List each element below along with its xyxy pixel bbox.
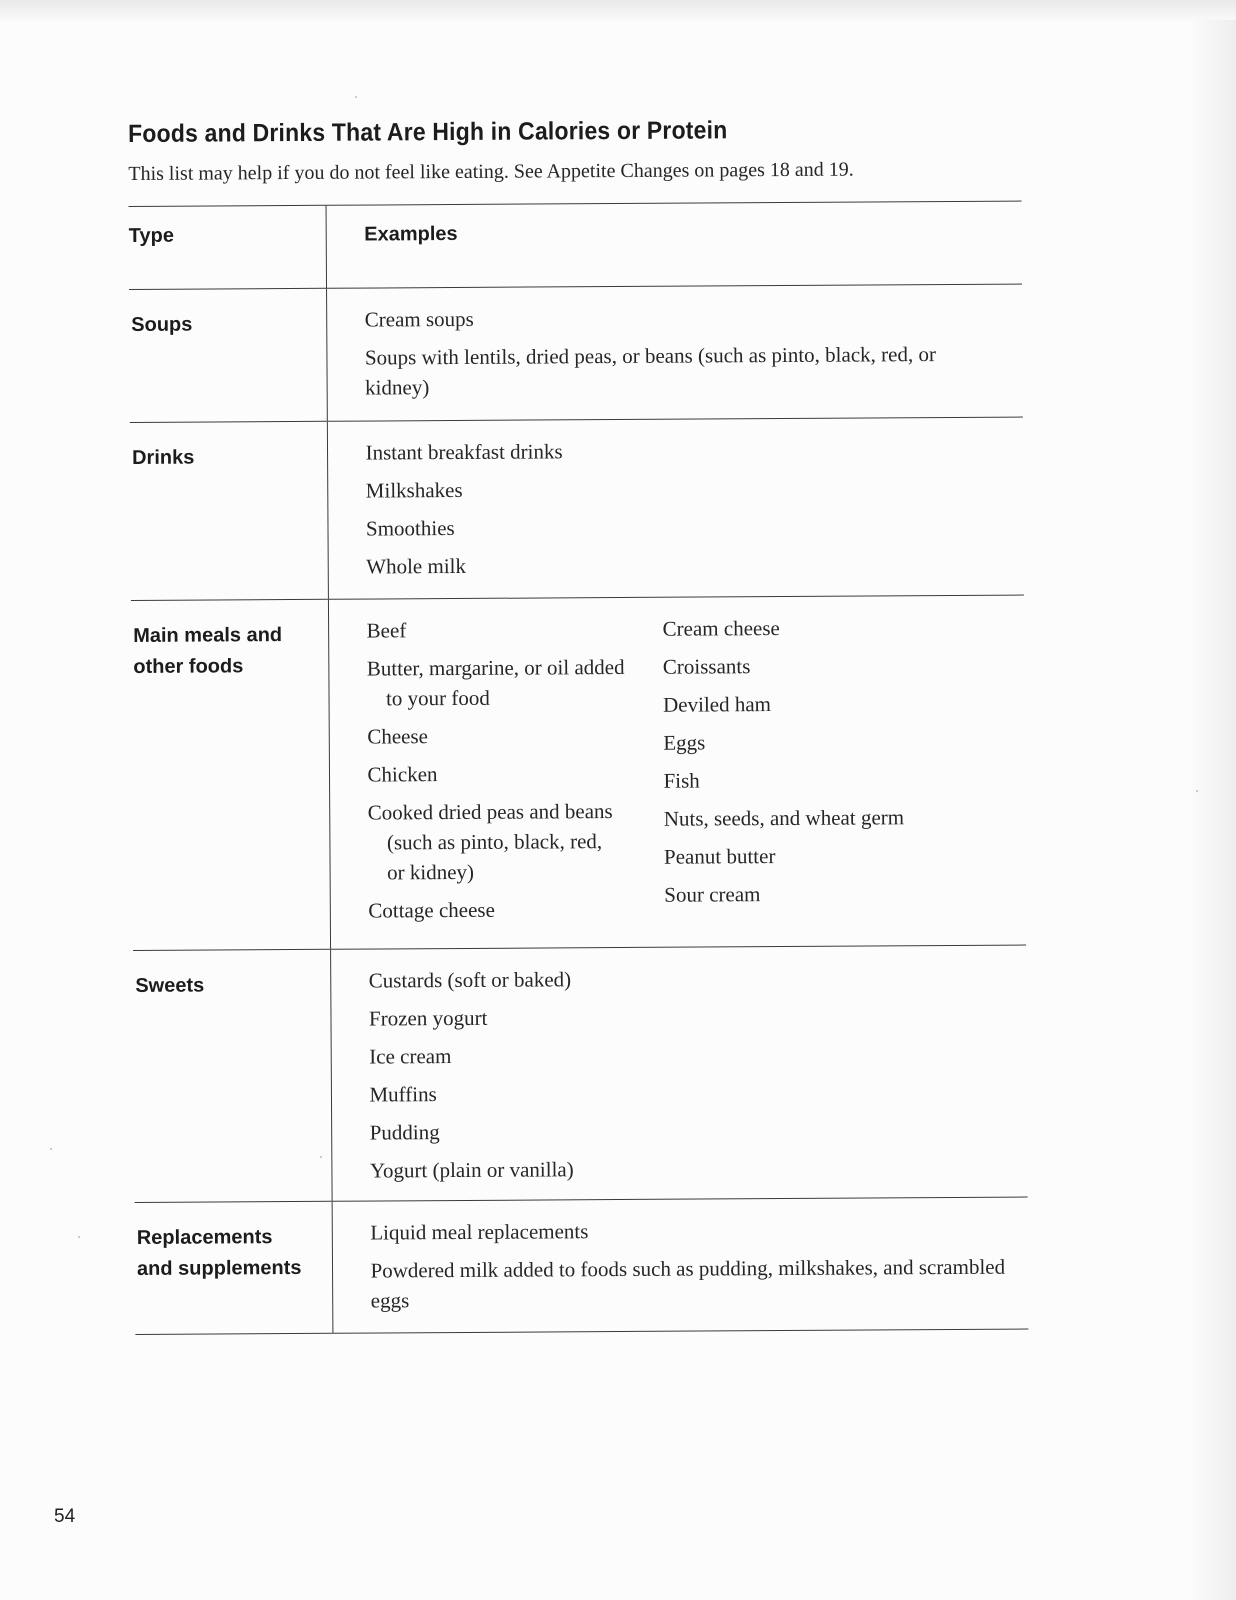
list-item: Frozen yogurt [368, 1005, 488, 1031]
list-item: Peanut butter [663, 844, 776, 869]
list-item: Cooked dried peas and beans (such as pinto, black, red, or kidney) [367, 799, 613, 885]
list-item: Beef [366, 618, 407, 643]
scan-speck [355, 96, 357, 98]
list-item: Fish [663, 768, 700, 793]
table-row [131, 595, 1026, 950]
column-header-type: Type [128, 224, 174, 247]
list-item: Liquid meal replacements [370, 1219, 589, 1245]
list-item: Sour cream [664, 882, 761, 907]
table-row [133, 945, 1028, 1202]
table-row [129, 284, 1023, 422]
list-item: Ice cream [369, 1044, 452, 1069]
table-row [130, 417, 1024, 600]
scan-edge-shadow [1192, 20, 1236, 1600]
list-item: Powdered milk added to foods such as pudding, milkshakes, and scrambled eggs [370, 1254, 1006, 1313]
list-item: Soups with lentils, dried peas, or beans (such as pinto, black, red, or kidney) [364, 342, 936, 400]
list-item: Smoothies [365, 516, 455, 541]
row-type-sweets: Sweets [135, 974, 205, 997]
column-header-examples: Examples [326, 201, 1022, 288]
list-item: Muffins [369, 1082, 437, 1107]
scan-speck [78, 1236, 80, 1238]
row-examples-sweets [330, 945, 1028, 1201]
scan-speck [320, 1156, 322, 1158]
page-subtitle: This list may help if you do not feel like eating. See Appetite Changes on pages 18 and 19. [128, 158, 854, 185]
list-item: Butter, margarine, or oil added to your food [366, 654, 625, 711]
list-item: Cheese [367, 724, 428, 749]
row-type-main-meals: Main meals and other foods [133, 624, 283, 678]
scan-top-shadow [0, 0, 1236, 22]
list-item: Milkshakes [365, 477, 463, 503]
list-column-left [367, 614, 665, 926]
list-item: Cream soups [364, 306, 474, 332]
row-type-drinks: Drinks [131, 446, 195, 469]
foods-table [129, 201, 1029, 1335]
list-item: Cottage cheese [368, 897, 495, 923]
row-type-soups: Soups [131, 313, 193, 336]
row-examples-drinks [327, 417, 1024, 599]
list-item: Deviled ham [663, 692, 772, 717]
page-content [128, 115, 1035, 1335]
table-row [135, 1197, 1029, 1334]
page-title: Foods and Drinks That Are High in Calories or Protein [128, 116, 728, 148]
table-header-row [129, 201, 1022, 289]
list-item: Instant breakfast drinks [365, 439, 563, 465]
list-column-right [663, 612, 1006, 924]
row-type-replacements: Replacements and supplements [136, 1226, 302, 1280]
list-item: Croissants [662, 654, 751, 679]
list-item: Custards (soft or baked) [368, 967, 572, 993]
list-item: Whole milk [366, 553, 467, 579]
scan-speck [1196, 790, 1198, 792]
two-column-list [367, 612, 1006, 926]
list-item: Eggs [663, 730, 706, 755]
list-item: Pudding [369, 1120, 440, 1145]
row-examples-soups [326, 284, 1023, 421]
list-item: Cream cheese [662, 616, 780, 641]
row-examples-replacements [332, 1197, 1029, 1333]
scan-speck [50, 1148, 52, 1150]
list-item: Yogurt (plain or vanilla) [369, 1157, 574, 1183]
list-item: Chicken [367, 762, 438, 787]
row-examples-main-meals [328, 595, 1026, 949]
page-number: 54 [54, 1506, 76, 1527]
list-item: Nuts, seeds, and wheat germ [663, 805, 905, 831]
